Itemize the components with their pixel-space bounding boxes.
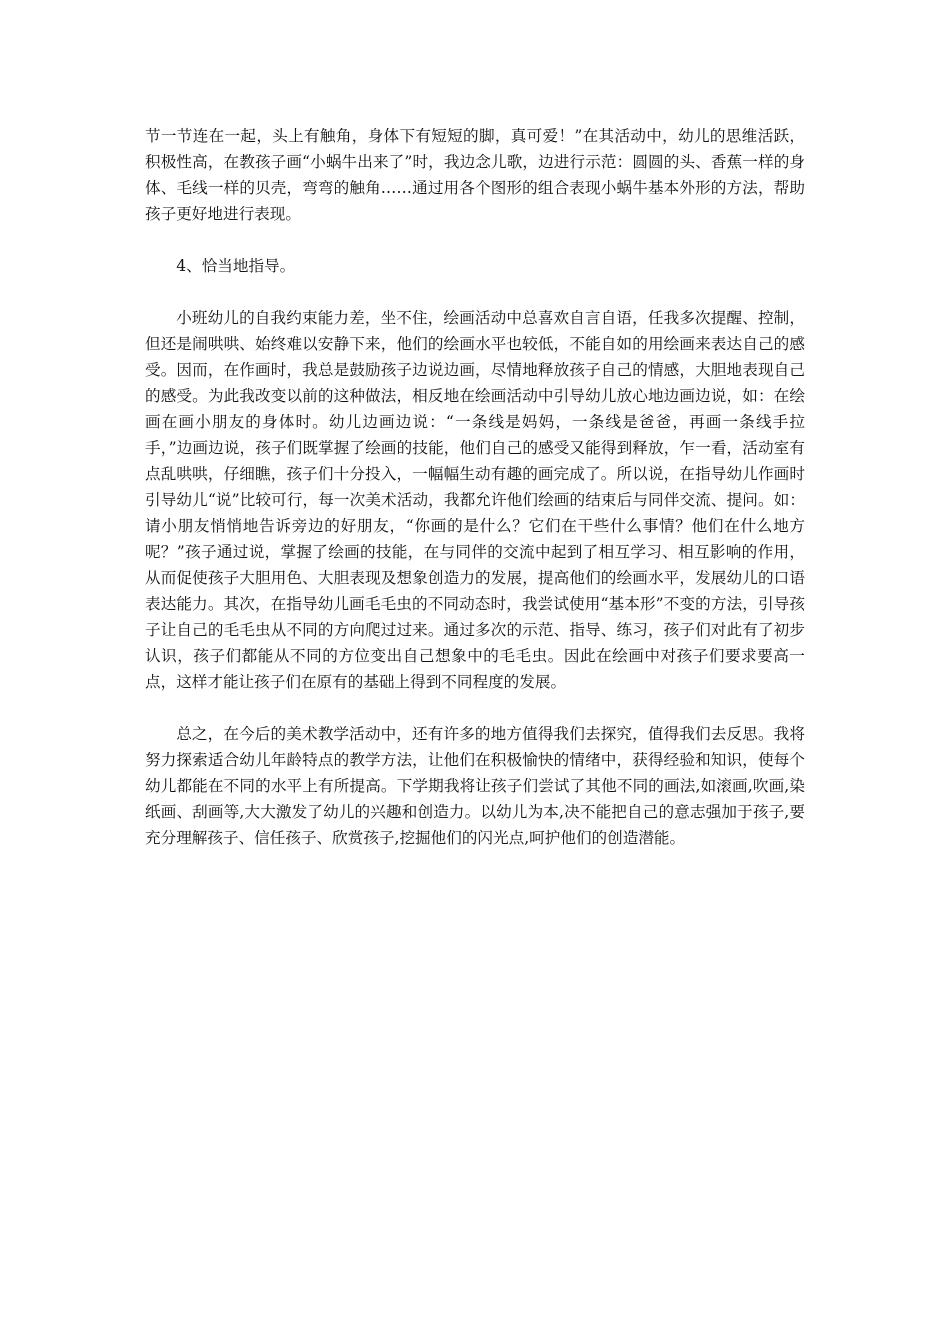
paragraph-guidance: 小班幼儿的自我约束能力差，坐不住，绘画活动中总喜欢自言自语，任我多次提醒、控制，但还是闹哄哄、始终难以安静下来，他们的绘画水平也较低，不能自如的用绘画来表达自己的感受。因而，在作画时，我总是鼓励孩子边说边画，尽情地释放孩子自己的情感，大胆地表现自己的感受。为此我改变以前的这种做法，相反地在绘画活动中引导幼儿放心地边画边说，如：在绘画在画小朋友的身体时。幼儿边画边说：“一条线是妈妈，一条线是爸爸，再画一条线手拉手，”边画边说，孩子们既掌握了绘画的技能，他们自己的感受又能得到释放，乍一看，活动室有点乱哄哄，仔细瞧，孩子们十分投入，一幅幅生动有趣的画完成了。所以说，在指导幼儿作画时引导幼儿“说”比较可行，每一次美术活动，我都允许他们绘画的结束后与同伴交流、提问。如：请小朋友悄悄地告诉旁边的好朋友，“你画的是什么？它们在干些什么事情？他们在什么地方呢？”孩子通过说，掌握了绘画的技能，在与同伴的交流中起到了相互学习、相互影响的作用，从而促使孩子大胆用色、大胆表现及想象创造力的发展，提高他们的绘画水平，发展幼儿的口语表达能力。其次，在指导幼儿画毛毛虫的不同动态时，我尝试使用“基本形”不变的方法，引导孩子让自己的毛毛虫从不同的方向爬过过来。通过多次的示范、指导、练习，孩子们对此有了初步认识，孩子们都能从不同的方位变出自己想象中的毛毛虫。因此在绘画中对孩子们要求要高一点，这样才能让孩子们在原有的基础上得到不同程度的发展。 xyxy=(145,309,805,691)
paragraph-conclusion: 总之，在今后的美术教学活动中，还有许多的地方值得我们去探究，值得我们去反思。我将努力探索适合幼儿年龄特点的教学方法，让他们在积极愉快的情绪中，获得经验和知识，使每个幼儿都能在不同的水平上有所提高。下学期我将让孩子们尝试了其他不同的画法,如滚画,吹画,染纸画、刮画等,大大激发了幼儿的兴趣和创造力。以幼儿为本,决不能把自己的意志强加于孩子,要充分理解孩子、信任孩子、欣赏孩子,挖掘他们的闪光点,呵护他们的创造潜能。 xyxy=(145,725,805,847)
document-body xyxy=(145,123,805,851)
paragraph-continuation: 节一节连在一起，头上有触角，身体下有短短的脚，真可爱！”在其活动中，幼儿的思维活跃，积极性高，在教孩子画“小蜗牛出来了”时，我边念儿歌，边进行示范：圆圆的头、香蕉一样的身体、毛线一样的贝壳，弯弯的触角……通过用各个图形的组合表现小蜗牛基本外形的方法，帮助孩子更好地进行表现。 xyxy=(145,127,805,223)
paragraph-gap xyxy=(145,695,805,721)
section-heading: 4、恰当地指导。 xyxy=(176,257,296,275)
paragraph-gap xyxy=(145,227,805,253)
paragraph-gap xyxy=(145,279,805,305)
